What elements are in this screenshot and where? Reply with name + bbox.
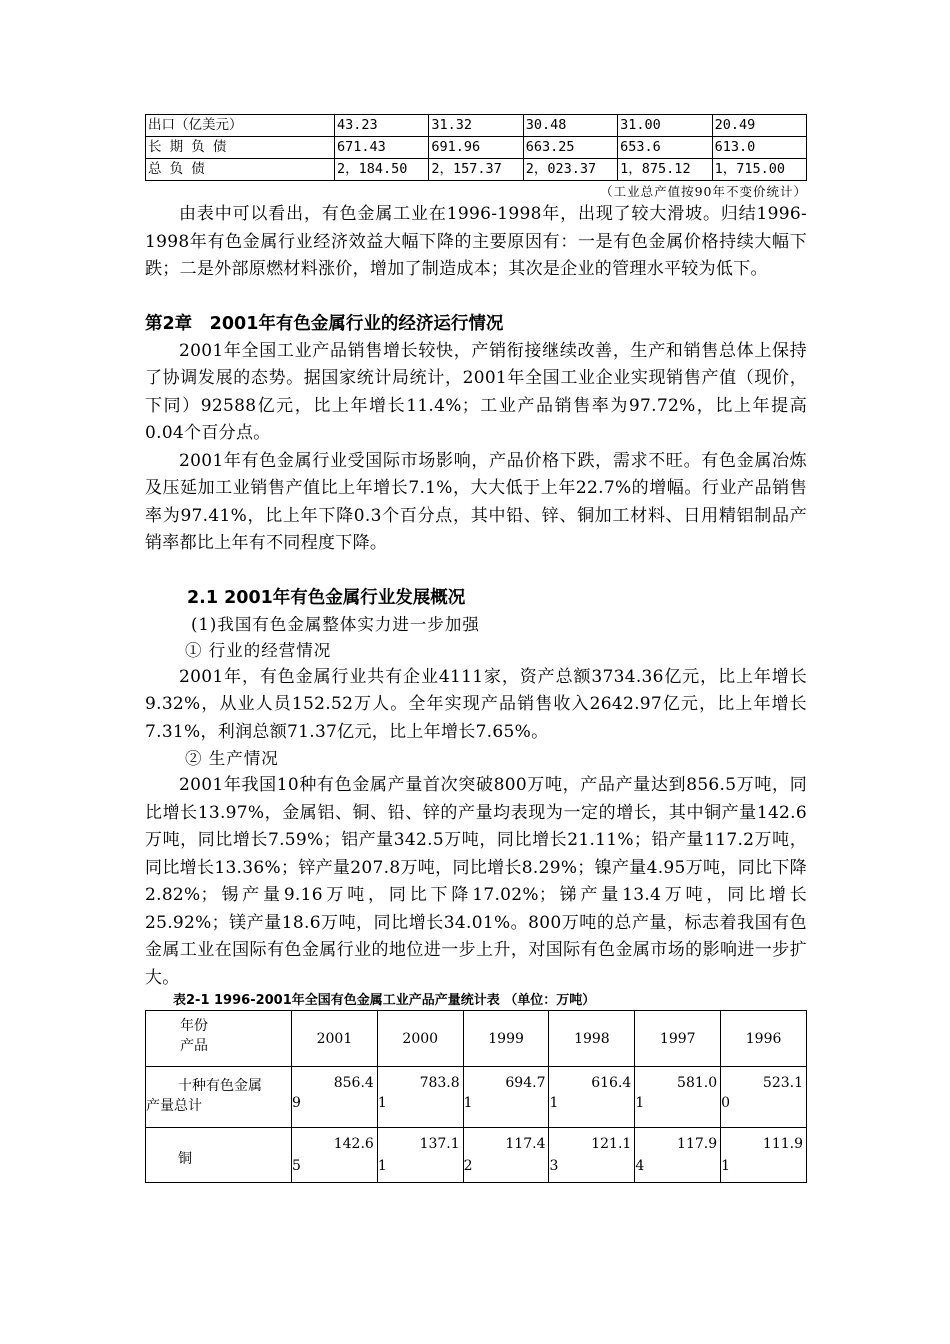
table-cell: 30.48	[523, 115, 617, 137]
table-cell: 1，875.12	[618, 159, 712, 181]
table-cell: 616.4 1	[549, 1067, 635, 1128]
paragraph: 2001年全国工业产品销售增长较快，产销衔接继续改善，生产和销售总体上保持了协调发展的态势。据国家统计局统计，2001年全国工业企业实现销售产值（现价，下同）92588亿元，比上年增长11.4%；工业产品销售率为97.72%，比上年提高0.04个百分点。	[145, 340, 807, 443]
table-cell: 121.1 3	[549, 1128, 635, 1183]
table-row	[146, 1067, 807, 1128]
table-cell: 43.23	[335, 115, 429, 137]
table-cell: 20.49	[712, 115, 806, 137]
row-label: 出口（亿美元）	[146, 115, 335, 137]
year-header: 1996	[721, 1011, 807, 1067]
row-header-copper: 铜	[178, 1151, 192, 1167]
year-header: 2001	[292, 1011, 378, 1067]
table-caption: 表2-1 1996-2001年全国有色金属工业产品产量统计表 （单位：万吨）	[173, 993, 596, 1008]
row-header	[146, 1067, 292, 1128]
financial-table	[145, 114, 807, 181]
table-cell: 31.00	[618, 115, 712, 137]
table-cell: 2，184.50	[335, 159, 429, 181]
table-cell: 142.6 5	[292, 1128, 378, 1183]
subheading: ① 行业的经营情况	[185, 640, 332, 660]
table-cell: 613.0	[712, 137, 806, 159]
table-cell: 111.9 1	[721, 1128, 807, 1183]
table-cell: 117.9 4	[635, 1128, 721, 1183]
row-label: 总 负 债	[146, 159, 335, 181]
table-cell: 671.43	[335, 137, 429, 159]
table-row	[146, 1128, 807, 1183]
row-header-line1: 十种有色金属	[178, 1078, 262, 1094]
year-header: 1999	[463, 1011, 549, 1067]
table-cell: 523.1 0	[721, 1067, 807, 1128]
table-cell: 117.4 2	[463, 1128, 549, 1183]
production-table	[145, 1010, 807, 1183]
row-label: 长 期 负 债	[146, 137, 335, 159]
table-cell: 137.1 1	[377, 1128, 463, 1183]
table-cell: 691.96	[429, 137, 523, 159]
corner-label-product: 产品	[180, 1038, 208, 1054]
table-note: （工业总产值按90年不变价统计）	[600, 184, 807, 199]
section-heading: 2.1 2001年有色金属行业发展概况	[187, 587, 466, 608]
table-row	[146, 137, 807, 159]
paragraph: 2001年我国10种有色金属产量首次突破800万吨，产品产量达到856.5万吨，同比增长13.97%，金属铝、铜、铅、锌的产量均表现为一定的增长，其中铜产量142.6万吨，同比增长7.59%；铝产量342.5万吨，同比增长21.11%；铅产量117.2万吨，同比增长13.36%；锌产量207.8万吨，同比增长8.29%；镍产量4.95万吨，同比下降2.82%；锡产量9.16万吨，同比下降17.02%；锑产量13.4万吨，同比增长25.92%；镁产量18.6万吨，同比增长34.01%。800万吨的总产量，标志着我国有色金属工业在国际有色金属行业的地位进一步上升，对国际有色金属市场的影响进一步扩大。	[145, 775, 807, 988]
year-header: 2000	[377, 1011, 463, 1067]
document-page	[145, 114, 807, 1183]
table-cell: 581.0 1	[635, 1067, 721, 1128]
table-cell: 653.6	[618, 137, 712, 159]
table-row	[146, 115, 807, 137]
table-cell: 856.4 9	[292, 1067, 378, 1128]
row-header-line2: 产量总计	[146, 1098, 202, 1114]
table-cell: 31.32	[429, 115, 523, 137]
paragraph: 2001年，有色金属行业共有企业4111家，资产总额3734.36亿元，比上年增长9.32%，从业人员152.52万人。全年实现产品销售收入2642.97亿元，比上年增长7.31%，利润总额71.37亿元，比上年增长7.65%。	[145, 666, 807, 742]
table-cell: 694.7 1	[463, 1067, 549, 1128]
table-cell: 2，157.37	[429, 159, 523, 181]
paragraph: 2001年有色金属行业受国际市场影响，产品价格下跌，需求不旺。有色金属冶炼及压延加工业销售产值比上年增长7.1%，大大低于上年22.7%的增幅。行业产品销售率为97.41%，比上年下降0.3个百分点，其中铅、锌、铜加工材料、日用精铝制品产销率都比上年有不同程度下降。	[145, 450, 807, 553]
corner-cell	[146, 1011, 292, 1067]
chapter-heading: 第2章 2001年有色金属行业的经济运行情况	[145, 313, 504, 334]
year-header: 1998	[549, 1011, 635, 1067]
table-cell: 2，023.37	[523, 159, 617, 181]
corner-label-year: 年份	[180, 1018, 208, 1034]
paragraph: 由表中可以看出，有色金属工业在1996-1998年，出现了较大滑坡。归结1996-1998年有色金属行业经济效益大幅下降的主要原因有：一是有色金属价格持续大幅下跌；二是外部原燃材料涨价，增加了制造成本；其次是企业的管理水平较为低下。	[145, 204, 807, 279]
subheading: ② 生产情况	[185, 749, 279, 768]
table-cell: 663.25	[523, 137, 617, 159]
table-cell: 783.8 1	[377, 1067, 463, 1128]
table-header-row	[146, 1011, 807, 1067]
table-row	[146, 159, 807, 181]
table-cell: 1，715.00	[712, 159, 806, 181]
subheading: (1)我国有色金属整体实力进一步加强	[191, 614, 480, 634]
year-header: 1997	[635, 1011, 721, 1067]
row-header	[146, 1128, 292, 1183]
